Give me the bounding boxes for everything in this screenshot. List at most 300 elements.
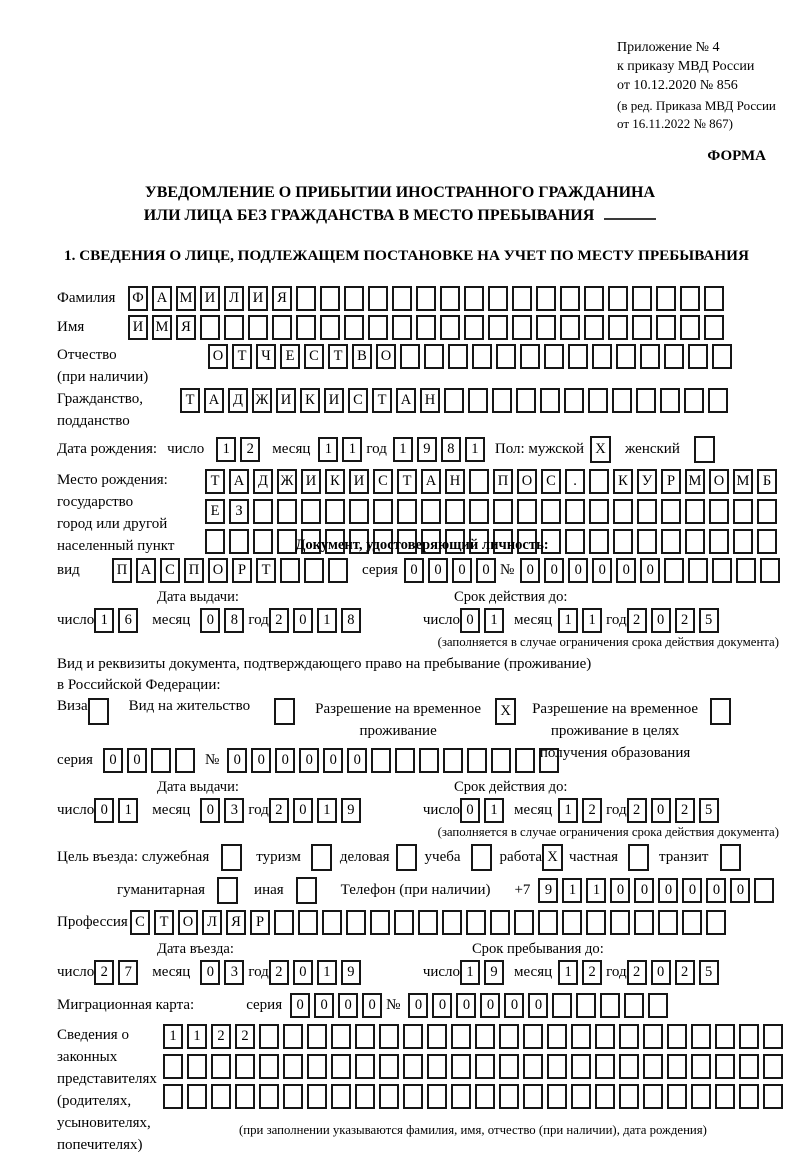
char-cell: Ф [128,286,148,311]
char-cell: 2 [675,798,695,823]
birthplace-city-label1: город или другой [57,516,168,532]
char-cell [248,315,268,340]
birthplace-cells-row1 [205,469,781,494]
doc-series-label: серия [362,562,398,578]
birth-day-cells [216,437,264,462]
temp-residence-edu-checkbox [710,698,731,725]
char-cell [187,1084,207,1109]
char-cell [640,344,660,369]
char-cell: У [637,469,657,494]
char-cell [151,748,171,773]
char-cell: 0 [640,558,660,583]
char-cell [565,499,585,524]
char-cell [565,529,585,554]
char-cell [467,748,487,773]
birthdate-row [57,436,787,463]
representatives-cells-row2 [163,1054,787,1079]
char-cell [684,388,704,413]
char-cell [736,558,756,583]
month-label: месяц [514,964,553,980]
char-cell [708,388,728,413]
char-cell [709,529,729,554]
char-cell [754,878,774,903]
doc-validity-note: (заполняется в случае ограничения срока действия документа) [437,635,779,649]
study-label: учеба [424,849,461,865]
permit-issue-date-heading: Дата выдачи: [157,779,239,795]
char-cell [322,910,342,935]
char-cell: 1 [562,878,582,903]
char-cell [403,1024,423,1049]
char-cell [715,1084,735,1109]
representatives-label-line2: законных [57,1049,118,1065]
char-cell [499,1054,519,1079]
char-cell [259,1054,279,1079]
permit-expiry-month-cells [558,798,606,823]
char-cell [523,1054,543,1079]
char-cell [419,748,439,773]
char-cell [515,748,535,773]
char-cell: 0 [338,993,358,1018]
char-cell: Н [420,388,440,413]
char-cell [624,993,644,1018]
char-cell [616,344,636,369]
doc-issue-year-cells [269,608,365,633]
char-cell: 6 [118,608,138,633]
representatives-cells-row1 [163,1024,787,1049]
phone-prefix: +7 [514,882,531,898]
permit-validity-note: (заполняется в случае ограничения срока действия документа) [437,825,779,839]
char-cell [540,388,560,413]
char-cell: 1 [317,960,337,985]
char-cell: 0 [293,960,313,985]
char-cell: И [301,469,321,494]
char-cell [709,499,729,524]
char-cell [163,1054,183,1079]
representatives-label-line5: усыновителях, [57,1115,151,1131]
char-cell [576,993,596,1018]
char-cell [523,1084,543,1109]
char-cell: Т [232,344,252,369]
char-cell [421,499,441,524]
day-label: число [57,612,95,628]
sex-female-label: женский [625,441,680,457]
char-cell: 1 [484,608,504,633]
char-cell [301,499,321,524]
doc-expiry-day-cells [460,608,508,633]
char-cell: 1 [317,608,337,633]
char-cell [760,558,780,583]
char-cell: 1 [558,960,578,985]
char-cell [379,1084,399,1109]
forma-label: ФОРМА [707,148,766,164]
humanitarian-label: гуманитарная [117,882,206,898]
month-label: месяц [152,964,191,980]
representatives-note: (при заполнении указываются фамилия, имя, отчество (при наличии), дата рождения) [239,1123,707,1137]
char-cell [589,499,609,524]
birthplace-city-label2: населенный пункт [57,538,175,554]
birthplace-state-label: государство [57,494,134,510]
char-cell [451,1054,471,1079]
char-cell: О [709,469,729,494]
char-cell [355,1054,375,1079]
char-cell [512,286,532,311]
char-cell: А [229,469,249,494]
char-cell [427,1024,447,1049]
char-cell: К [325,469,345,494]
day-label: число [57,802,95,818]
birth-year-cells [393,437,489,462]
char-cell: 0 [404,558,424,583]
name-label: Имя [57,319,85,335]
char-cell [595,1024,615,1049]
char-cell [397,499,417,524]
migcard-series-label: серия [246,997,283,1013]
char-cell: Ж [277,469,297,494]
char-cell [584,315,604,340]
official-checkbox [221,844,242,871]
char-cell: 0 [480,993,500,1018]
char-cell [253,529,273,554]
char-cell [680,286,700,311]
char-cell: А [421,469,441,494]
char-cell [492,388,512,413]
char-cell [688,558,708,583]
char-cell: К [613,469,633,494]
char-cell [733,529,753,554]
surname-row [57,286,787,311]
char-cell: 0 [251,748,271,773]
tourism-checkbox [311,844,332,871]
char-cell [368,315,388,340]
char-cell [544,344,564,369]
char-cell [499,1084,519,1109]
char-cell [331,1024,351,1049]
char-cell: 0 [460,798,480,823]
private-label: частная [569,849,619,865]
char-cell: 0 [275,748,295,773]
char-cell: 1 [118,798,138,823]
day-label: число [57,964,95,980]
char-cell: 5 [699,960,719,985]
char-cell [643,1024,663,1049]
purpose-label: Цель въезда: служебная [57,849,210,865]
sex-male-label: Пол: мужской [494,441,585,457]
char-cell: 2 [211,1024,231,1049]
doc-expiry-year-cells [627,608,723,633]
stay-month-cells [558,960,606,985]
char-cell [371,748,391,773]
char-cell: 2 [235,1024,255,1049]
visa-checkbox [88,698,109,725]
char-cell: 2 [582,960,602,985]
char-cell: Т [154,910,174,935]
temp-residence-label-line2: проживание [359,723,437,739]
char-cell: И [200,286,220,311]
char-cell: 0 [658,878,678,903]
char-cell: 2 [627,608,647,633]
char-cell: Т [372,388,392,413]
char-cell [656,286,676,311]
patronymic-cells [208,344,736,369]
char-cell [200,315,220,340]
residence-doc-label-line1: Вид и реквизиты документа, подтверждающего право на пребывание (проживание) [57,656,592,672]
char-cell [608,315,628,340]
char-cell [589,529,609,554]
char-cell: 0 [293,608,313,633]
char-cell [283,1024,303,1049]
char-cell [328,558,348,583]
char-cell [469,499,489,524]
char-cell: 0 [610,878,630,903]
char-cell: 0 [200,798,220,823]
char-cell: 0 [200,608,220,633]
char-cell [643,1054,663,1079]
char-cell [600,993,620,1018]
char-cell [661,529,681,554]
char-cell: 0 [616,558,636,583]
representatives-label-line3: представителях [57,1071,157,1087]
char-cell: И [349,469,369,494]
temp-residence-edu-label-line3: получения образования [539,745,691,761]
stay-until-heading: Срок пребывания до: [471,941,604,957]
char-cell: 9 [341,798,361,823]
char-cell: Д [253,469,273,494]
char-cell [403,1054,423,1079]
char-cell [613,529,633,554]
char-cell [475,1024,495,1049]
char-cell: 1 [586,878,606,903]
char-cell: Н [445,469,465,494]
char-cell: 0 [592,558,612,583]
char-cell [667,1054,687,1079]
char-cell [612,388,632,413]
permit-issue-year-cells [269,798,365,823]
surname-label: Фамилия [57,290,116,306]
form-title [0,181,800,227]
char-cell: 2 [269,798,289,823]
title-blank-line [604,204,656,220]
surname-cells [128,286,728,311]
doc-number-cells [520,558,784,583]
char-cell: 0 [651,798,671,823]
edition-line: от 16.11.2022 № 867) [617,116,734,131]
appendix-block [617,38,776,133]
private-checkbox [628,844,649,871]
char-cell: 0 [432,993,452,1018]
temp-residence-edu-label-line2: проживание в целях [550,723,680,739]
char-cell: 0 [299,748,319,773]
char-cell: 8 [341,608,361,633]
representatives-label-line4: (родителях, [57,1093,132,1109]
profession-cells [130,910,730,935]
char-cell: 0 [706,878,726,903]
permit-dates-row [57,798,787,823]
char-cell: М [152,315,172,340]
char-cell: 0 [323,748,343,773]
patronymic-label: Отчество [57,347,117,363]
char-cell [514,910,534,935]
char-cell [619,1084,639,1109]
char-cell: 1 [484,798,504,823]
char-cell: Л [224,286,244,311]
char-cell [493,499,513,524]
char-cell [536,286,556,311]
char-cell [739,1054,759,1079]
char-cell: К [300,388,320,413]
char-cell: 0 [528,993,548,1018]
char-cell [331,1054,351,1079]
char-cell: 0 [200,960,220,985]
char-cell [472,344,492,369]
doc-issue-month-cells [200,608,248,633]
char-cell: З [229,499,249,524]
entry-year-cells [269,960,365,985]
work-label: работа [499,849,543,865]
month-label: месяц [152,612,191,628]
char-cell [272,315,292,340]
entry-dates-row [57,960,787,985]
char-cell [418,910,438,935]
char-cell: О [208,344,228,369]
char-cell: С [541,469,561,494]
char-cell [496,344,516,369]
name-cells [128,315,728,340]
char-cell: 0 [127,748,147,773]
char-cell: И [276,388,296,413]
entry-date-heading: Дата въезда: [157,941,234,957]
char-cell [416,286,436,311]
profession-label: Профессия [57,914,128,930]
char-cell: Ж [252,388,272,413]
char-cell: Т [256,558,276,583]
char-cell: С [304,344,324,369]
sex-male-checkbox: X [590,436,611,463]
char-cell [224,315,244,340]
char-cell [320,286,340,311]
char-cell: 0 [94,798,114,823]
char-cell [253,499,273,524]
permit-expiry-day-cells [460,798,508,823]
char-cell [691,1084,711,1109]
work-checkbox: X [542,844,563,871]
char-cell [733,499,753,524]
char-cell [592,344,612,369]
char-cell [448,344,468,369]
char-cell: И [248,286,268,311]
char-cell [307,1024,327,1049]
char-cell: П [112,558,132,583]
char-cell [235,1084,255,1109]
birthdate-label: Дата рождения: [57,441,158,457]
char-cell [704,286,724,311]
char-cell [395,748,415,773]
char-cell [763,1024,783,1049]
char-cell [469,469,489,494]
char-cell [307,1054,327,1079]
doc-dates-row [57,608,787,633]
char-cell: 1 [393,437,413,462]
char-cell: И [128,315,148,340]
char-cell [712,558,732,583]
char-cell [547,1084,567,1109]
migcard-series-cells [290,993,386,1018]
char-cell: Е [205,499,225,524]
char-cell [715,1054,735,1079]
doc-type-label: вид [57,562,80,578]
char-cell [346,910,366,935]
char-cell [355,1084,375,1109]
doc-number-label: № [499,562,515,578]
citizenship-cells [180,388,732,413]
char-cell [427,1054,447,1079]
day-label: число [422,612,461,628]
char-cell: 3 [224,798,244,823]
year-label: год [606,802,627,818]
char-cell: . [565,469,585,494]
form-body [57,280,787,1156]
char-cell: Б [757,469,777,494]
char-cell: А [152,286,172,311]
char-cell [370,910,390,935]
char-cell [440,315,460,340]
permit-valid-until-heading: Срок действия до: [453,779,568,795]
business-checkbox [396,844,417,871]
char-cell: А [136,558,156,583]
char-cell [712,344,732,369]
profession-row [57,910,787,935]
char-cell: 5 [699,798,719,823]
migration-card-row [57,993,787,1018]
char-cell: А [204,388,224,413]
char-cell [661,499,681,524]
char-cell: Т [205,469,225,494]
char-cell [355,1024,375,1049]
char-cell [552,993,572,1018]
representatives-block [57,1024,787,1156]
char-cell [656,315,676,340]
char-cell: 0 [568,558,588,583]
char-cell: 5 [699,608,719,633]
char-cell: 0 [290,993,310,1018]
char-cell [595,1084,615,1109]
month-label: месяц [152,802,191,818]
char-cell [392,315,412,340]
char-cell: Р [250,910,270,935]
citizenship-label2: подданство [57,413,130,429]
char-cell [632,315,652,340]
char-cell: 1 [187,1024,207,1049]
other-label: иная [254,882,284,898]
char-cell: 1 [163,1024,183,1049]
char-cell: 1 [558,608,578,633]
char-cell: Я [272,286,292,311]
doc-issue-day-cells [94,608,142,633]
char-cell [643,1084,663,1109]
char-cell: С [130,910,150,935]
char-cell [560,286,580,311]
char-cell [259,1084,279,1109]
char-cell: Я [176,315,196,340]
char-cell [589,469,609,494]
char-cell [541,499,561,524]
char-cell [400,344,420,369]
char-cell [304,558,324,583]
char-cell: 3 [224,960,244,985]
char-cell [280,558,300,583]
stay-year-cells [627,960,723,985]
visa-label: Виза [57,698,88,714]
char-cell: 0 [227,748,247,773]
